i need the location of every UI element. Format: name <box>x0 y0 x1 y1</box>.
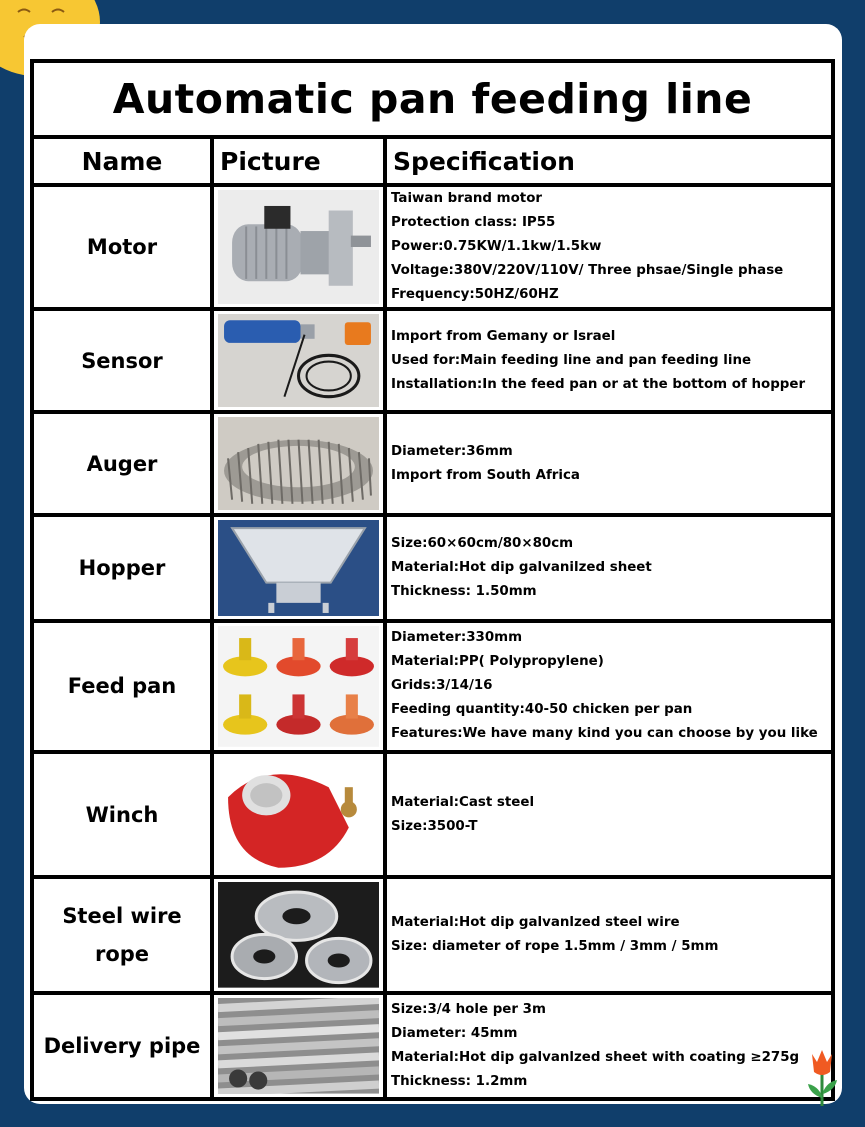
spec-line: Material:Cast steel <box>391 794 535 810</box>
row-spec <box>385 185 833 309</box>
row-spec <box>385 515 833 621</box>
header-name: Name <box>32 137 212 185</box>
spec-line: Diameter:36mm <box>391 443 513 459</box>
row-spec <box>385 877 833 993</box>
spec-line: Frequency:50HZ/60HZ <box>391 287 559 302</box>
motor-photo-icon <box>212 185 385 309</box>
spec-line: Taiwan brand motor <box>391 191 542 206</box>
row-name: Auger <box>32 412 212 515</box>
row-spec <box>385 621 833 752</box>
spec-line: Installation:In the feed pan or at the bottom of hopper <box>391 376 806 392</box>
spec-table <box>30 59 835 1101</box>
spec-line: Diameter: 45mm <box>391 1025 518 1041</box>
spec-line: Size:60×60cm/80×80cm <box>391 536 574 551</box>
spec-line: Features:We have many kind you can choose by you like <box>391 726 818 742</box>
spec-line: Material:PP( Polypropylene) <box>391 654 604 670</box>
spec-line: Size: diameter of rope 1.5mm / 3mm / 5mm <box>391 939 719 955</box>
spec-line: Import from Gemany or Israel <box>391 328 616 344</box>
row-spec <box>385 412 833 515</box>
spec-line: Material:Hot dip galvanlzed sheet with coating ≥275g <box>391 1049 800 1065</box>
row-name: Feed pan <box>32 621 212 752</box>
row-name: Winch <box>32 752 212 878</box>
page-title: Automatic pan feeding line <box>32 61 833 137</box>
spec-line: Voltage:380V/220V/110V/ Three phsae/Single phase <box>391 263 784 278</box>
spec-line: Import from South Africa <box>391 467 580 483</box>
hopper-photo-icon <box>212 515 385 621</box>
row-name: Sensor <box>32 309 212 412</box>
spec-line: Protection class: IP55 <box>391 215 556 230</box>
feed-pan-photo-icon <box>212 621 385 752</box>
spec-line: Size:3500-T <box>391 818 478 834</box>
delivery-pipe-photo-icon <box>212 993 385 1099</box>
spec-line: Size:3/4 hole per 3m <box>391 1001 546 1017</box>
tulip-icon <box>806 1048 840 1108</box>
spec-line: Material:Hot dip galvanlzed steel wire <box>391 915 680 931</box>
sensor-photo-icon <box>212 309 385 412</box>
row-spec <box>385 752 833 878</box>
auger-photo-icon <box>212 412 385 515</box>
spec-line: Feeding quantity:40-50 chicken per pan <box>391 702 693 718</box>
spec-line: Diameter:330mm <box>391 630 523 646</box>
row-name: Delivery pipe <box>32 993 212 1099</box>
row-name: Steel wire rope <box>32 877 212 993</box>
winch-photo-icon <box>212 752 385 878</box>
row-name: Motor <box>32 185 212 309</box>
spec-line: Thickness: 1.2mm <box>391 1073 528 1089</box>
spec-line: Thickness: 1.50mm <box>391 584 537 599</box>
spec-line: Power:0.75KW/1.1kw/1.5kw <box>391 239 602 254</box>
header-specification: Specification <box>385 137 833 185</box>
spec-line: Grids:3/14/16 <box>391 678 493 694</box>
row-spec <box>385 993 833 1099</box>
steel-wire-rope-photo-icon <box>212 877 385 993</box>
header-picture: Picture <box>212 137 385 185</box>
spec-line: Material:Hot dip galvanilzed sheet <box>391 560 652 575</box>
spec-line: Used for:Main feeding line and pan feeding line <box>391 352 752 368</box>
row-name: Hopper <box>32 515 212 621</box>
row-spec <box>385 309 833 412</box>
